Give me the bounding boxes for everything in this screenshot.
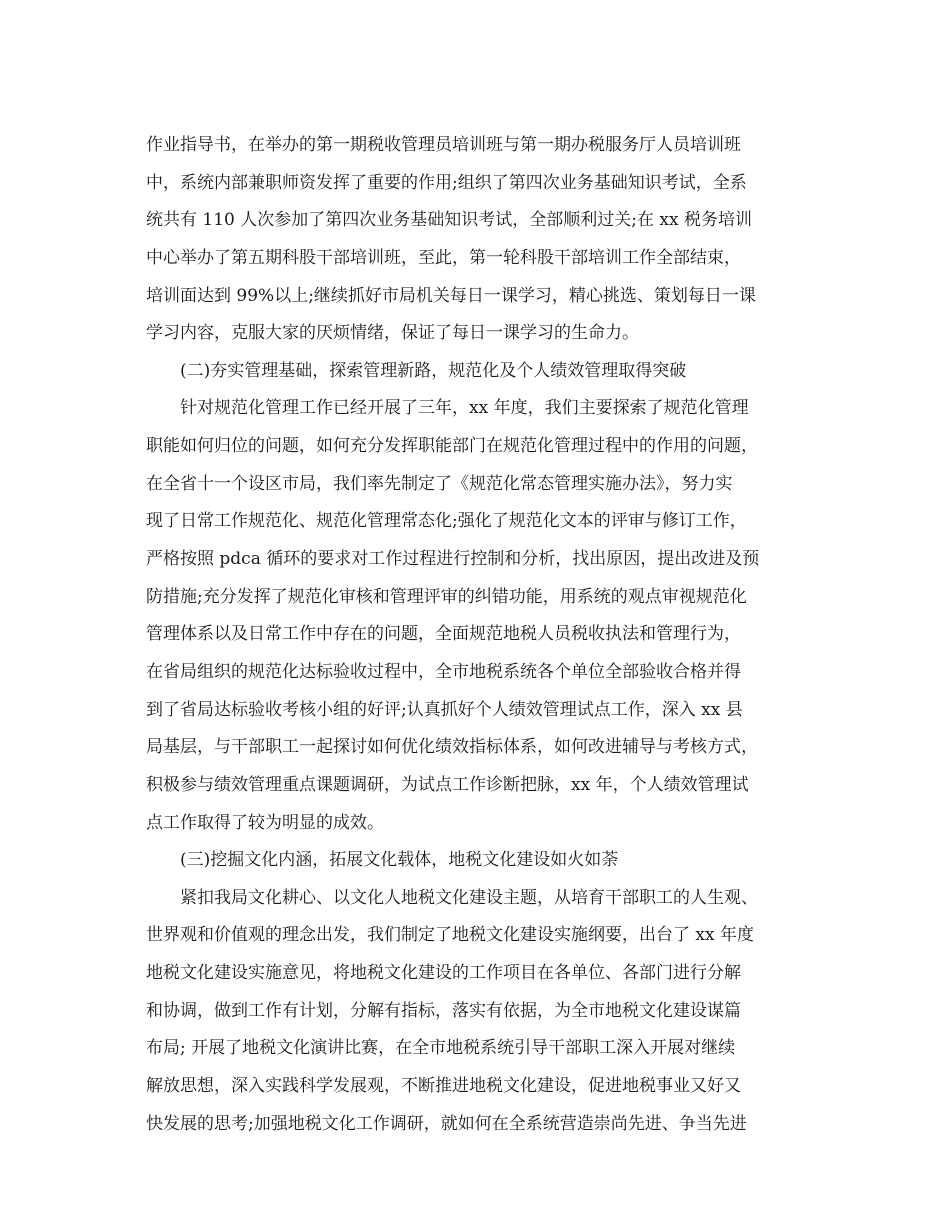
text-line: 中，系统内部兼职师资发挥了重要的作用;组织了第四次业务基础知识考试，全系 [146, 172, 747, 193]
text-line: 职能如何归位的问题，如何充分发挥职能部门在规范化管理过程中的作用的问题， [146, 436, 758, 457]
text-line: 解放思想，深入实践科学发展观，不断推进地税文化建设，促进地税事业又好又 [146, 1076, 741, 1097]
document-body [146, 127, 826, 1143]
text-line: 快发展的思考;加强地税文化工作调研，就如何在全系统营造崇尚先进、争当先进 [146, 1113, 747, 1134]
text-line: 管理体系以及日常工作中存在的问题，全面规范地税人员税收执法和管理行为， [146, 624, 741, 645]
text-line: 现了日常工作规范化、规范化管理常态化;强化了规范化文本的评审与修订工作， [146, 511, 747, 532]
text-line: 布局; 开展了地税文化演讲比赛，在全市地税系统引导干部职工深入开展对继续 [146, 1038, 736, 1059]
text-line: 世界观和价值观的理念出发，我们制定了地税文化建设实施纲要，出台了 xx 年度 [146, 925, 754, 946]
text-line: 局基层，与干部职工一起探讨如何优化绩效指标体系，如何改进辅导与考核方式， [146, 737, 758, 758]
text-line: 点工作取得了较为明显的成效。 [146, 812, 384, 833]
text-line: 防措施;充分发挥了规范化审核和管理评审的纠错功能，用系统的观点审视规范化 [146, 586, 747, 607]
text-line: 培训面达到 99%以上;继续抓好市局机关每日一课学习，精心挑选、策划每日一课 [146, 285, 756, 306]
text-line: 严格按照 pdca 循环的要求对工作过程进行控制和分析，找出原因，提出改进及预 [146, 549, 760, 570]
text-line: 学习内容，克服大家的厌烦情绪，保证了每日一课学习的生命力。 [146, 323, 639, 344]
text-line: 在省局组织的规范化达标验收过程中，全市地税系统各个单位全部验收合格并得 [146, 661, 741, 682]
text-line: 地税文化建设实施意见，将地税文化建设的工作项目在各单位、各部门进行分解 [146, 963, 741, 984]
text-line: 在全省十一个设区市局，我们率先制定了《规范化常态管理实施办法》，努力实 [146, 473, 733, 494]
text-line: 到了省局达标验收考核小组的好评;认真抓好个人绩效管理试点工作，深入 xx 县 [146, 699, 743, 720]
text-line: 统共有 110 人次参加了第四次业务基础知识考试，全部顺利过关;在 xx 税务培训 [146, 210, 752, 231]
text-line: 和协调，做到工作有计划，分解有指标，落实有依据，为全市地税文化建设谋篇 [146, 1000, 741, 1021]
text-line: 作业指导书，在举办的第一期税收管理员培训班与第一期办税服务厅人员培训班 [146, 135, 741, 155]
text-line: 中心举办了第五期科股干部培训班，至此，第一轮科股干部培训工作全部结束， [146, 247, 741, 268]
paragraph-start-line: (三)挖掘文化内涵，拓展文化载体，地税文化建设如火如荼 [180, 850, 619, 871]
text-line: 积极参与绩效管理重点课题调研，为试点工作诊断把脉，xx 年，个人绩效管理试 [146, 774, 749, 795]
paragraph-start-line: 针对规范化管理工作已经开展了三年，xx 年度，我们主要探索了规范化管理 [180, 398, 749, 419]
paragraph-start-line: 紧扣我局文化耕心、以文化人地税文化建设主题，从培育干部职工的人生观、 [180, 887, 758, 908]
paragraph-start-line: (二)夯实管理基础，探索管理新路，规范化及个人绩效管理取得突破 [180, 360, 687, 381]
